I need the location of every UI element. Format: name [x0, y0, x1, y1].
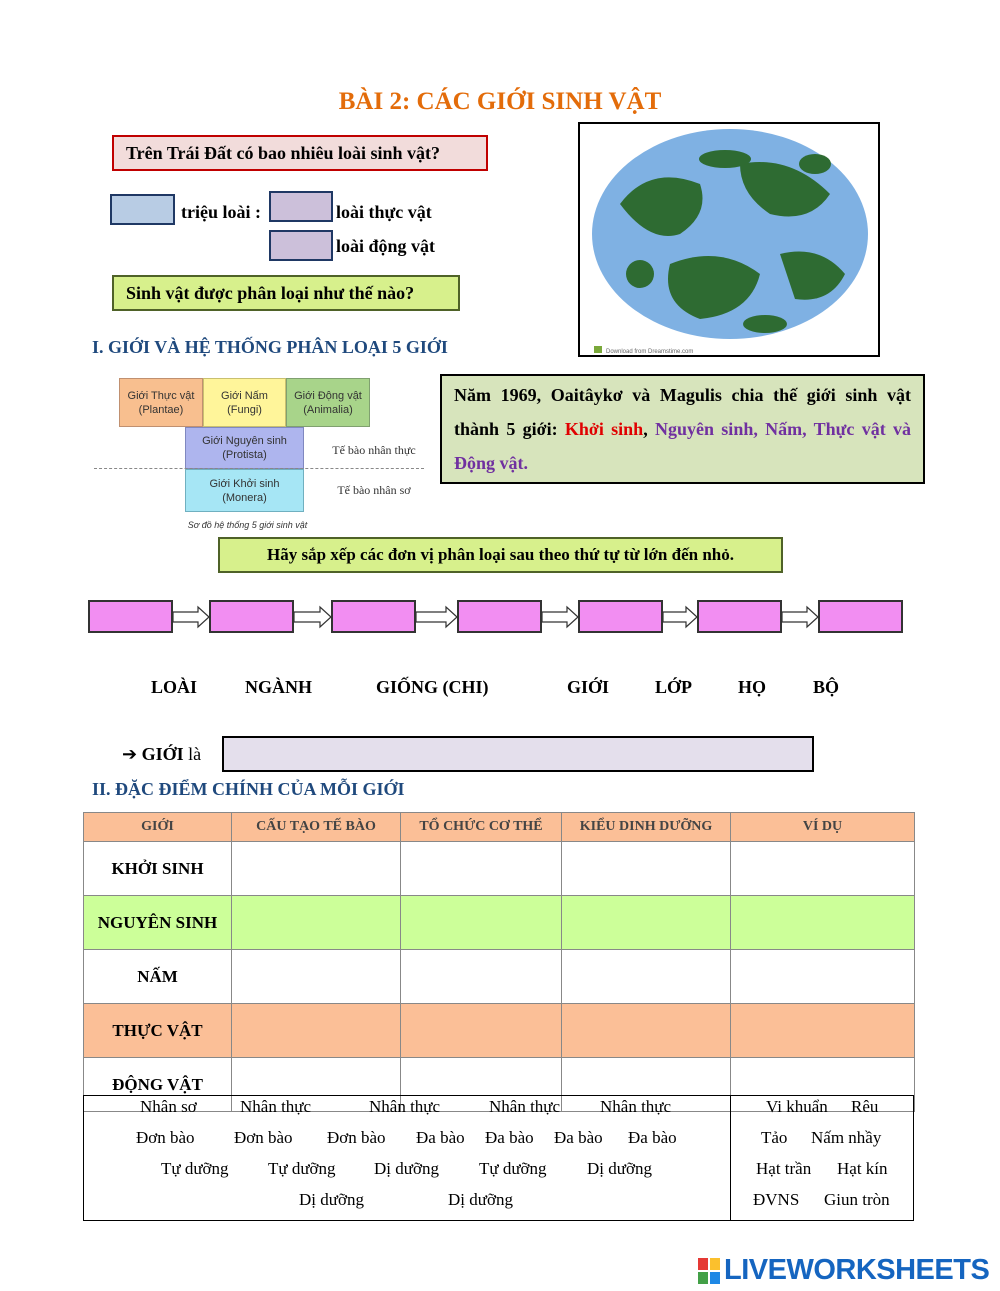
- answer-cell[interactable]: [232, 842, 401, 896]
- word-chip[interactable]: Đơn bào: [327, 1128, 386, 1147]
- word-chip[interactable]: Đa bào: [416, 1128, 465, 1147]
- word-chip[interactable]: Đa bào: [554, 1128, 603, 1147]
- arrow-icon: [542, 607, 578, 627]
- row-header-animalia: ĐỘNG VẬT: [84, 1058, 232, 1112]
- kingdom-monera-box: [185, 469, 304, 512]
- word-chip[interactable]: Dị dưỡng: [374, 1159, 439, 1178]
- row-header-protista: NGUYÊN SINH: [84, 896, 232, 950]
- row-header-monera: KHỞI SINH: [84, 842, 232, 896]
- word-chip[interactable]: Đa bào: [628, 1128, 677, 1147]
- kingdom-protista-latin: (Protista): [222, 449, 267, 461]
- answer-cell[interactable]: [562, 1004, 731, 1058]
- answer-cell[interactable]: [401, 950, 562, 1004]
- word-chip[interactable]: Tự dưỡng: [268, 1159, 336, 1178]
- taxon-word[interactable]: HỌ: [738, 677, 767, 697]
- answer-cell[interactable]: [562, 896, 731, 950]
- diagram-caption: Sơ đồ hệ thống 5 giới sinh vật: [187, 520, 308, 530]
- definition-term: GIỚI: [141, 744, 184, 764]
- brand-text: LIVEWORKSHEETS: [724, 1254, 990, 1286]
- kingdom-protista-name: Giới Nguyên sinh: [202, 435, 287, 447]
- example-chip[interactable]: Rêu: [851, 1097, 879, 1116]
- definition-prompt: [122, 744, 201, 765]
- word-bank: [83, 1095, 914, 1221]
- taxon-word[interactable]: LỚP: [655, 677, 693, 697]
- arrow-icon: [173, 607, 209, 627]
- divider-dashed: [94, 468, 424, 469]
- kingdom-monera-latin: (Monera): [222, 491, 267, 504]
- taxon-word[interactable]: GIỚI: [567, 677, 610, 697]
- table-header-row: [84, 813, 915, 842]
- animals-world-image: [578, 122, 880, 357]
- word-chip[interactable]: Đa bào: [485, 1128, 534, 1147]
- chain-arrows: [0, 604, 1000, 630]
- kingdom-fungi-box: [203, 378, 286, 427]
- image-credit: Download from Dreamstime.com: [606, 349, 694, 355]
- globe-illustration: [580, 124, 878, 355]
- answer-cell[interactable]: [562, 842, 731, 896]
- answer-cell[interactable]: [562, 950, 731, 1004]
- arrow-icon: [663, 607, 697, 627]
- word-chip[interactable]: Tự dưỡng: [161, 1159, 229, 1178]
- answer-cell[interactable]: [731, 896, 915, 950]
- row-header-fungi: NẤM: [84, 950, 232, 1004]
- kingdom-protista-box: [185, 427, 304, 469]
- col-header-nutrition: KIỂU DINH DƯỠNG: [562, 813, 731, 842]
- arrow-right-icon: ➔: [122, 744, 138, 764]
- table-row: [84, 1004, 915, 1058]
- characteristics-table: [83, 812, 915, 1112]
- col-header-cell-structure: CẤU TẠO TẾ BÀO: [232, 813, 401, 842]
- page-title: BÀI 2: CÁC GIỚI SINH VẬT: [338, 88, 662, 115]
- table-row: [84, 950, 915, 1004]
- answer-input-animals[interactable]: [269, 230, 333, 261]
- kingdom-plantae-box: [119, 378, 203, 427]
- liveworksheets-logo-icon: [698, 1258, 720, 1284]
- answer-cell[interactable]: [731, 1004, 915, 1058]
- table-row: [84, 842, 915, 896]
- section-heading-characteristics: II. ĐẶC ĐIỂM CHÍNH CỦA MỖI GIỚI: [92, 779, 405, 799]
- kingdom-fungi-name: Giới Nấm: [221, 389, 268, 402]
- info-intro: Năm 1969, Oaitâykơ và Magulis chia thế giới sinh vật thành 5 giới:: [454, 385, 911, 439]
- example-chip[interactable]: ĐVNS: [753, 1190, 800, 1209]
- taxon-word[interactable]: GIỐNG (CHI): [376, 677, 489, 697]
- answer-cell[interactable]: [401, 896, 562, 950]
- info-other-kingdoms: Nguyên sinh, Nấm, Thực vật và Động vật.: [454, 419, 911, 473]
- info-box-five-kingdoms: [440, 374, 925, 484]
- section-heading-five-kingdoms: I. GIỚI VÀ HỆ THỐNG PHÂN LOẠI 5 GIỚI: [92, 337, 448, 357]
- answer-cell[interactable]: [232, 1004, 401, 1058]
- col-header-body-organization: TỔ CHỨC CƠ THỂ: [401, 813, 562, 842]
- info-kingdom-monera: Khởi sinh: [564, 419, 644, 439]
- answer-cell[interactable]: [232, 896, 401, 950]
- arrow-icon: [416, 607, 457, 627]
- word-chip[interactable]: Dị dưỡng: [448, 1190, 513, 1209]
- answer-input-plants[interactable]: [269, 191, 333, 222]
- word-chip[interactable]: Nhân thực: [489, 1097, 561, 1116]
- definition-input[interactable]: [222, 736, 814, 772]
- answer-cell[interactable]: [232, 950, 401, 1004]
- arrow-icon: [294, 607, 331, 627]
- million-label: triệu loài :: [181, 202, 261, 222]
- kingdom-plantae-latin: (Plantae): [138, 403, 184, 416]
- answer-cell[interactable]: [401, 842, 562, 896]
- example-chip[interactable]: Hạt trần: [756, 1159, 812, 1178]
- kingdom-animalia-box: [286, 378, 370, 427]
- kingdom-plantae-name: Giới Thực vật: [127, 389, 195, 402]
- answer-cell[interactable]: [401, 1004, 562, 1058]
- kingdom-monera-name: Giới Khởi sinh: [209, 477, 280, 490]
- eukaryote-label: Tế bào nhân thực: [332, 443, 416, 457]
- kingdom-fungi-latin: (Fungi): [227, 403, 262, 416]
- liveworksheets-brand: [698, 1254, 989, 1287]
- plants-label: loài thực vật: [336, 202, 432, 222]
- taxon-word[interactable]: BỘ: [813, 677, 840, 697]
- word-chip[interactable]: Đơn bào: [136, 1128, 195, 1147]
- prokaryote-label: Tế bào nhân sơ: [337, 483, 411, 497]
- answer-input-million[interactable]: [110, 194, 175, 225]
- word-bank-divider: [730, 1096, 731, 1220]
- word-chip[interactable]: Dị dưỡng: [299, 1190, 364, 1209]
- question-order-taxa: Hãy sắp xếp các đơn vị phân loại sau theo thứ tự từ lớn đến nhỏ.: [218, 537, 783, 573]
- word-chip[interactable]: Tự dưỡng: [479, 1159, 547, 1178]
- taxon-word[interactable]: LOÀI: [151, 677, 198, 697]
- example-chip[interactable]: Hạt kín: [837, 1159, 888, 1178]
- answer-cell[interactable]: [731, 950, 915, 1004]
- definition-is: là: [188, 744, 202, 764]
- example-chip[interactable]: Giun tròn: [824, 1190, 890, 1209]
- word-chip[interactable]: Nhân thực: [240, 1097, 312, 1116]
- info-comma: ,: [643, 419, 648, 439]
- word-chip[interactable]: Nhân thực: [600, 1097, 672, 1116]
- answer-cell[interactable]: [731, 842, 915, 896]
- example-chip[interactable]: Tảo: [761, 1128, 788, 1147]
- table-row: [84, 896, 915, 950]
- word-chip[interactable]: Dị dưỡng: [587, 1159, 652, 1178]
- taxon-word[interactable]: NGÀNH: [245, 677, 312, 697]
- question-classification: Sinh vật được phân loại như thế nào?: [112, 275, 460, 311]
- example-chip[interactable]: Vi khuẩn: [766, 1097, 828, 1116]
- animals-label: loài động vật: [336, 236, 436, 256]
- row-header-plantae: THỰC VẬT: [84, 1004, 232, 1058]
- arrow-icon: [782, 607, 818, 627]
- col-header-examples: VÍ DỤ: [731, 813, 915, 842]
- word-chip[interactable]: Nhân thực: [369, 1097, 441, 1116]
- example-chip[interactable]: Nấm nhầy: [811, 1128, 882, 1147]
- word-chip[interactable]: Đơn bào: [234, 1128, 293, 1147]
- word-chip[interactable]: Nhân sơ: [140, 1097, 197, 1116]
- kingdom-animalia-latin: (Animalia): [303, 403, 353, 416]
- question-species-count: Trên Trái Đất có bao nhiêu loài sinh vật?: [112, 135, 488, 171]
- col-header-kingdom: GIỚI: [84, 813, 232, 842]
- kingdom-animalia-name: Giới Động vật: [294, 389, 362, 402]
